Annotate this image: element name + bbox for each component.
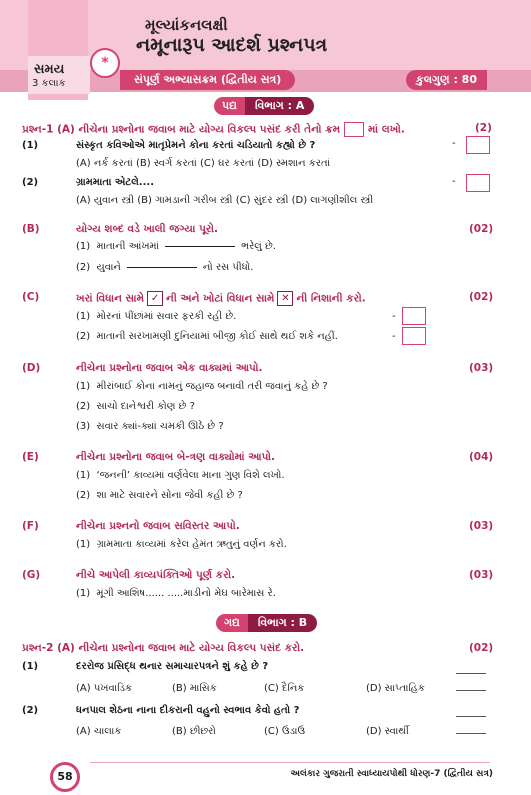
qG-item1-num: (1) <box>76 588 91 599</box>
qC-item2-text: માતાની સરખામણી દુનિયામાં બીજી કોઈ સાથે થઈ શકે નહીં. <box>96 331 338 342</box>
qG-heading: નીચે આપેલી કાવ્યપંક્તિઓ પૂર્ણ કરો. <box>76 569 236 581</box>
q2-item1-option-c: (C) દૈનિક <box>264 683 305 694</box>
qD-item2-text: સાચો દાનેશ્વરી કોણ છે ? <box>96 401 195 412</box>
qE-heading: નીચેના પ્રશ્નોના જવાબ બે-ત્રણ વાક્યોમાં આપો. <box>76 451 276 463</box>
qB-item1-pre: માતાની આંખમાં <box>96 241 160 252</box>
q2-item2-option-b: (B) છીછરો <box>172 726 216 737</box>
qB-marks: (02) <box>469 223 494 235</box>
qE-item2 <box>76 490 243 501</box>
qF-label: (F) <box>22 520 39 532</box>
dash: - <box>452 138 456 149</box>
q1-item2-answer-box[interactable] <box>466 174 490 192</box>
qD-item1-num: (1) <box>76 381 91 392</box>
qD-heading: નીચેના પ્રશ્નોના જવાબ એક વાક્યમાં આપો. <box>76 362 263 374</box>
q1-item2-options: (A) યુવાન સ્ત્રી (B) ગામડાની ગરીબ સ્ત્રી (C) સુંદર સ્ત્રી (D) લાગણીશીલ સ્ત્રી <box>76 195 374 206</box>
q2-heading: પ્રશ્ન-2 (A) નીચેના પ્રશ્નોના જવાબ માટે યોગ્ય વિકલ્પ પસંદ કરો. <box>22 642 305 654</box>
q2-item1-answer-line[interactable] <box>456 673 486 674</box>
qB-item1 <box>76 241 276 252</box>
section-a-banner <box>214 97 314 115</box>
footer-book-title: અલંકાર ગુજરાતી સ્વાધ્યાયપોથી ધોરણ-7 (દ્વિતીય સત્ર) <box>290 769 493 779</box>
qC-heading-post: ની નિશાની કરો. <box>296 292 366 305</box>
qD-marks: (03) <box>469 362 494 374</box>
qD-item2-num: (2) <box>76 401 91 412</box>
dash: - <box>392 331 396 342</box>
total-marks-badge: કુલગુણ : 80 <box>406 70 487 90</box>
footer-divider <box>90 762 490 763</box>
q2-item1-option-d: (D) સાપ્તાહિક <box>366 683 425 694</box>
qB-item1-num: (1) <box>76 241 91 252</box>
q1-marks: (2) <box>475 122 492 134</box>
qD-item1 <box>76 381 328 392</box>
q2-item1-answer-line-lower <box>456 690 486 691</box>
tick-icon: ✓ <box>147 291 163 306</box>
q2-marks: (02) <box>469 642 494 654</box>
qC-item2-num: (2) <box>76 331 91 342</box>
page-title: નમૂનારૂપ આદર્શ પ્રશ્નપત્ર <box>136 34 328 56</box>
qG-label: (G) <box>22 569 41 581</box>
fill-blank[interactable] <box>127 267 197 268</box>
section-a-type: પદ્ય <box>214 97 245 115</box>
q2-item2-num: (2) <box>22 705 39 716</box>
qB-item1-post: ભરેલું છે. <box>241 241 276 252</box>
qB-item2-num: (2) <box>76 262 91 273</box>
star-icon: * <box>90 48 120 78</box>
qC-heading-pre: ખરાં વિધાન સામે <box>76 292 145 305</box>
page-number: 58 <box>50 762 80 792</box>
qC-marks: (02) <box>469 291 494 303</box>
section-a-label: વિભાગ : A <box>245 97 314 115</box>
qC-item1 <box>76 311 236 322</box>
time-label: સમય <box>34 62 65 77</box>
qC-item1-answer-box[interactable] <box>402 307 426 325</box>
qB-heading: યોગ્ય શબ્દ વડે ખાલી જગ્યા પૂરો. <box>76 223 218 235</box>
qF-heading: નીચેના પ્રશ્નનો જવાબ સવિસ્તર આપો. <box>76 520 240 532</box>
q1-item2-num: (2) <box>22 177 39 188</box>
qE-label: (E) <box>22 451 39 463</box>
qF-item1-num: (1) <box>76 539 91 550</box>
q2-item2-option-a: (A) ચાલાક <box>76 726 122 737</box>
qD-item3 <box>76 421 224 432</box>
q2-item1-option-b: (B) માસિક <box>172 683 217 694</box>
section-b-label: વિભાગ : B <box>248 614 317 632</box>
syllabus-badge: સંપૂર્ણ અભ્યાસક્રમ (દ્વિતીય સત્ર) <box>120 70 295 90</box>
q2-item2-answer-line[interactable] <box>456 716 486 717</box>
q2-item1-num: (1) <box>22 661 39 672</box>
qG-item1-text: મૂંગી આશિષ...... .....માડીનો મેઘ બારેમાસ રે. <box>96 588 276 599</box>
qC-heading-mid: ની અને ખોટાં વિધાન સામે <box>166 292 275 305</box>
cross-icon: ✕ <box>277 291 293 306</box>
qE-item1 <box>76 470 285 481</box>
qE-item2-num: (2) <box>76 490 91 501</box>
q1-item2-text: ગ્રામમાતા એટલે.... <box>76 177 155 188</box>
qD-item3-num: (3) <box>76 421 91 432</box>
q2-item2-text: ધનપાલ શેઠના નાના દીકરાની વહુનો સ્વભાવ કેવો હતો ? <box>76 705 300 716</box>
qF-item1 <box>76 539 287 550</box>
qG-item1 <box>76 588 276 599</box>
qF-item1-text: ગ્રામમાતા કાવ્યમાં કરેલ હેમંત ઋતુનું વર્ણન કરો. <box>96 539 287 550</box>
qB-label: (B) <box>22 223 40 235</box>
qE-item1-num: (1) <box>76 470 91 481</box>
page-subtitle: મૂલ્યાંકનલક્ષી <box>145 16 228 34</box>
q1-item1-options: (A) નર્ક કરતાં (B) સ્વર્ગ કરતાં (C) ઘર કરતાં (D) સ્મશાન કરતાં <box>76 158 331 169</box>
dash: - <box>452 176 456 187</box>
q2-item2-answer-line-lower <box>456 733 486 734</box>
qC-item2 <box>76 331 338 342</box>
qE-item2-text: શા માટે સવારને સોના જેવી કહી છે ? <box>96 490 243 501</box>
qC-item1-num: (1) <box>76 311 91 322</box>
qB-item2-post: નો રસ પીધો. <box>202 262 254 273</box>
qB-item2-pre: યુવાને <box>96 262 121 273</box>
section-b-banner <box>216 614 317 632</box>
section-b-type: ગદ્ય <box>216 614 248 632</box>
qG-marks: (03) <box>469 569 494 581</box>
qC-label: (C) <box>22 291 40 303</box>
q2-item1-text: દરરોજ પ્રસિદ્ધ થનાર સમાચારપત્રને શું કહે છે ? <box>76 661 269 672</box>
qD-item3-text: સવાર ક્યાં-ક્યાં ચમકી ઊઠે છે ? <box>96 421 224 432</box>
qE-item1-text: ‘જનની’ કાવ્યમાં વર્ણવેલા માના ગુણ વિશે લખો. <box>96 470 285 481</box>
q1-item1-text: સંસ્કૃત કવિઓએ માતૃપ્રેમને કોના કરતાં ચડિયાતો કહ્યો છે ? <box>76 140 316 151</box>
q1-heading <box>22 122 405 137</box>
q2-item2-option-c: (C) ઉડાઉ <box>264 726 306 737</box>
qD-item2 <box>76 401 195 412</box>
q1-heading-text: પ્રશ્ન-1 (A) નીચેના પ્રશ્નોના જવાબ માટે યોગ્ય વિકલ્પ પસંદ કરી તેનો ક્રમ <box>22 123 341 136</box>
fill-blank[interactable] <box>165 246 235 247</box>
qD-item1-text: મીરાંબાઈ કોના નામનું જહાજ બનાવી તરી જવાનું કહે છે ? <box>96 381 328 392</box>
q1-heading-post: માં લખો. <box>368 123 405 136</box>
qB-item2 <box>76 262 253 273</box>
qE-marks: (04) <box>469 451 494 463</box>
qC-item1-text: મોરનાં પીંછાંમાં સવાર ફરકી રહી છે. <box>96 311 237 322</box>
qC-item2-answer-box[interactable] <box>402 327 426 345</box>
dash: - <box>392 311 396 322</box>
q1-item1-num: (1) <box>22 140 39 151</box>
q2-item2-option-d: (D) સ્વાર્થી <box>366 726 409 737</box>
qF-marks: (03) <box>469 520 494 532</box>
q1-item1-answer-box[interactable] <box>466 136 490 154</box>
answer-box-sample <box>344 122 364 137</box>
qD-label: (D) <box>22 362 41 374</box>
time-duration: 3 કલાક <box>32 78 66 89</box>
qC-heading <box>76 291 366 306</box>
q2-item1-option-a: (A) પખવાડિક <box>76 683 133 694</box>
